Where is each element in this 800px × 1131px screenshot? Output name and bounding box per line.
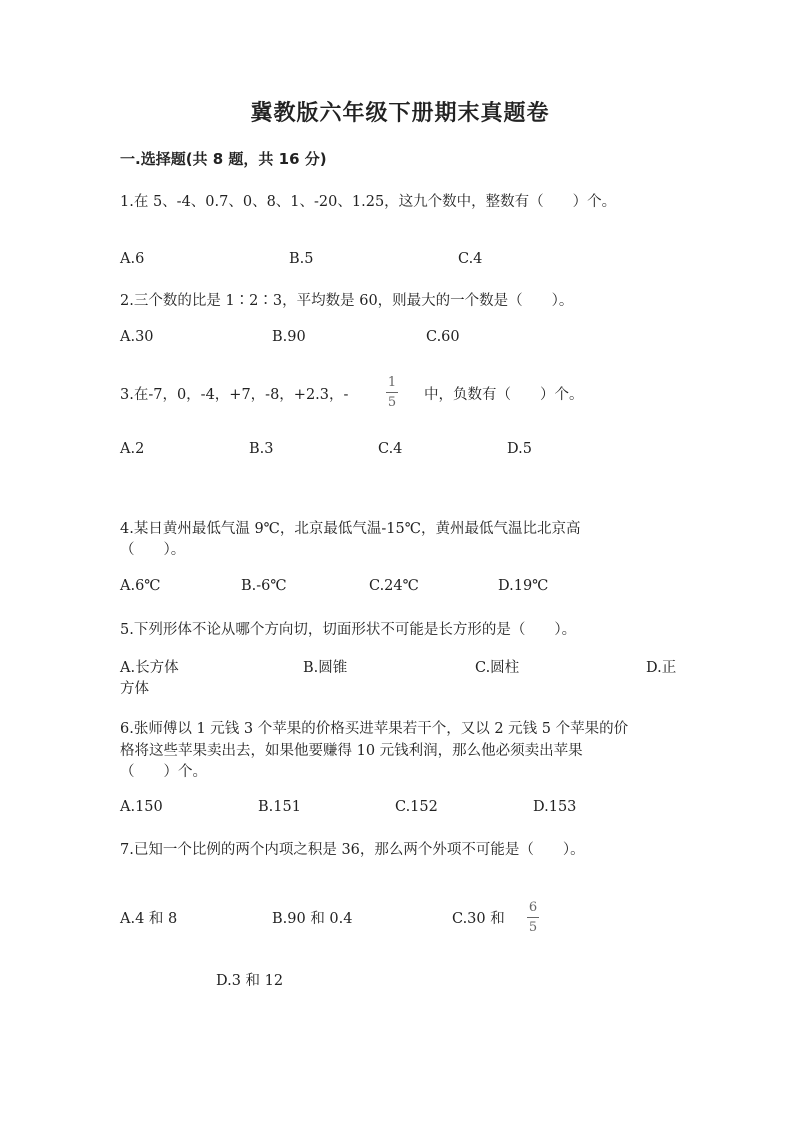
question-6-text-line-2: 格将这些苹果卖出去，如果他要赚得 10 元钱利润，那么他必须卖出苹果 (120, 743, 583, 759)
question-4-option-d[interactable]: D.19℃ (498, 578, 549, 594)
question-3-text-after: 中，负数有（ ）个。 (424, 387, 584, 403)
question-3-option-b[interactable]: B.3 (249, 441, 274, 457)
question-4-option-b[interactable]: B.-6℃ (241, 578, 287, 594)
question-7-option-a[interactable]: A.4 和 8 (120, 911, 178, 927)
fraction-denominator: 5 (528, 920, 538, 935)
question-6-option-d[interactable]: D.153 (533, 799, 577, 815)
question-5-option-d[interactable]: D.正 (646, 660, 677, 676)
question-4-option-a[interactable]: A.6℃ (120, 578, 161, 594)
question-3-option-d[interactable]: D.5 (507, 441, 532, 457)
question-2-option-c[interactable]: C.60 (426, 329, 460, 345)
question-6-text-line-3: （ ）个。 (120, 764, 207, 780)
question-5-option-b[interactable]: B.圆锥 (303, 660, 348, 676)
question-1-option-c[interactable]: C.4 (458, 251, 483, 267)
question-7-option-d[interactable]: D.3 和 12 (216, 973, 284, 989)
fraction-denominator: 5 (387, 395, 397, 410)
question-6-option-c[interactable]: C.152 (395, 799, 438, 815)
question-7-option-c-fraction (527, 901, 539, 934)
fraction-numerator: 6 (528, 900, 538, 915)
question-3-option-a[interactable]: A.2 (120, 441, 145, 457)
question-4-option-c[interactable]: C.24℃ (369, 578, 419, 594)
question-5-option-d-wrap[interactable]: 方体 (120, 681, 149, 697)
fraction-bar (386, 392, 398, 393)
question-4-text-line-2: （ ）。 (120, 542, 186, 558)
question-5-option-c[interactable]: C.圆柱 (475, 660, 520, 676)
question-6-option-b[interactable]: B.151 (258, 799, 301, 815)
question-1-option-a[interactable]: A.6 (120, 251, 145, 267)
question-3-fraction (386, 376, 398, 409)
question-7-option-b[interactable]: B.90 和 0.4 (272, 911, 353, 927)
question-2-option-a[interactable]: A.30 (120, 329, 154, 345)
question-4-text-line-1: 4.某日黄州最低气温 9℃，北京最低气温-15℃，黄州最低气温比北京高 (120, 521, 581, 537)
question-2-option-b[interactable]: B.90 (272, 329, 306, 345)
question-1-text: 1.在 5、-4、0.7、0、8、1、-20、1.25，这九个数中，整数有（ ）个。 (120, 194, 617, 210)
question-2-text: 2.三个数的比是 1∶2∶3，平均数是 60，则最大的一个数是（ ）。 (120, 293, 574, 309)
question-7-text: 7.已知一个比例的两个内项之积是 36，那么两个外项不可能是（ ）。 (120, 842, 585, 858)
section-heading: 一.选择题(共 8 题，共 16 分) (120, 150, 327, 168)
question-1-option-b[interactable]: B.5 (289, 251, 314, 267)
fraction-bar (527, 917, 539, 918)
question-3-option-c[interactable]: C.4 (378, 441, 403, 457)
page-title: 冀教版六年级下册期末真题卷 (250, 101, 550, 126)
question-3-text-before: 3.在-7，0，-4，+7，-8，+2.3，- (120, 387, 349, 403)
question-5-text: 5.下列形体不论从哪个方向切，切面形状不可能是长方形的是（ ）。 (120, 622, 577, 638)
fraction-numerator: 1 (387, 375, 397, 390)
question-7-option-c[interactable]: C.30 和 (452, 911, 505, 927)
question-6-option-a[interactable]: A.150 (120, 799, 163, 815)
question-6-text-line-1: 6.张师傅以 1 元钱 3 个苹果的价格买进苹果若干个，又以 2 元钱 5 个苹果的价 (120, 721, 629, 737)
question-5-option-a[interactable]: A.长方体 (120, 660, 179, 676)
